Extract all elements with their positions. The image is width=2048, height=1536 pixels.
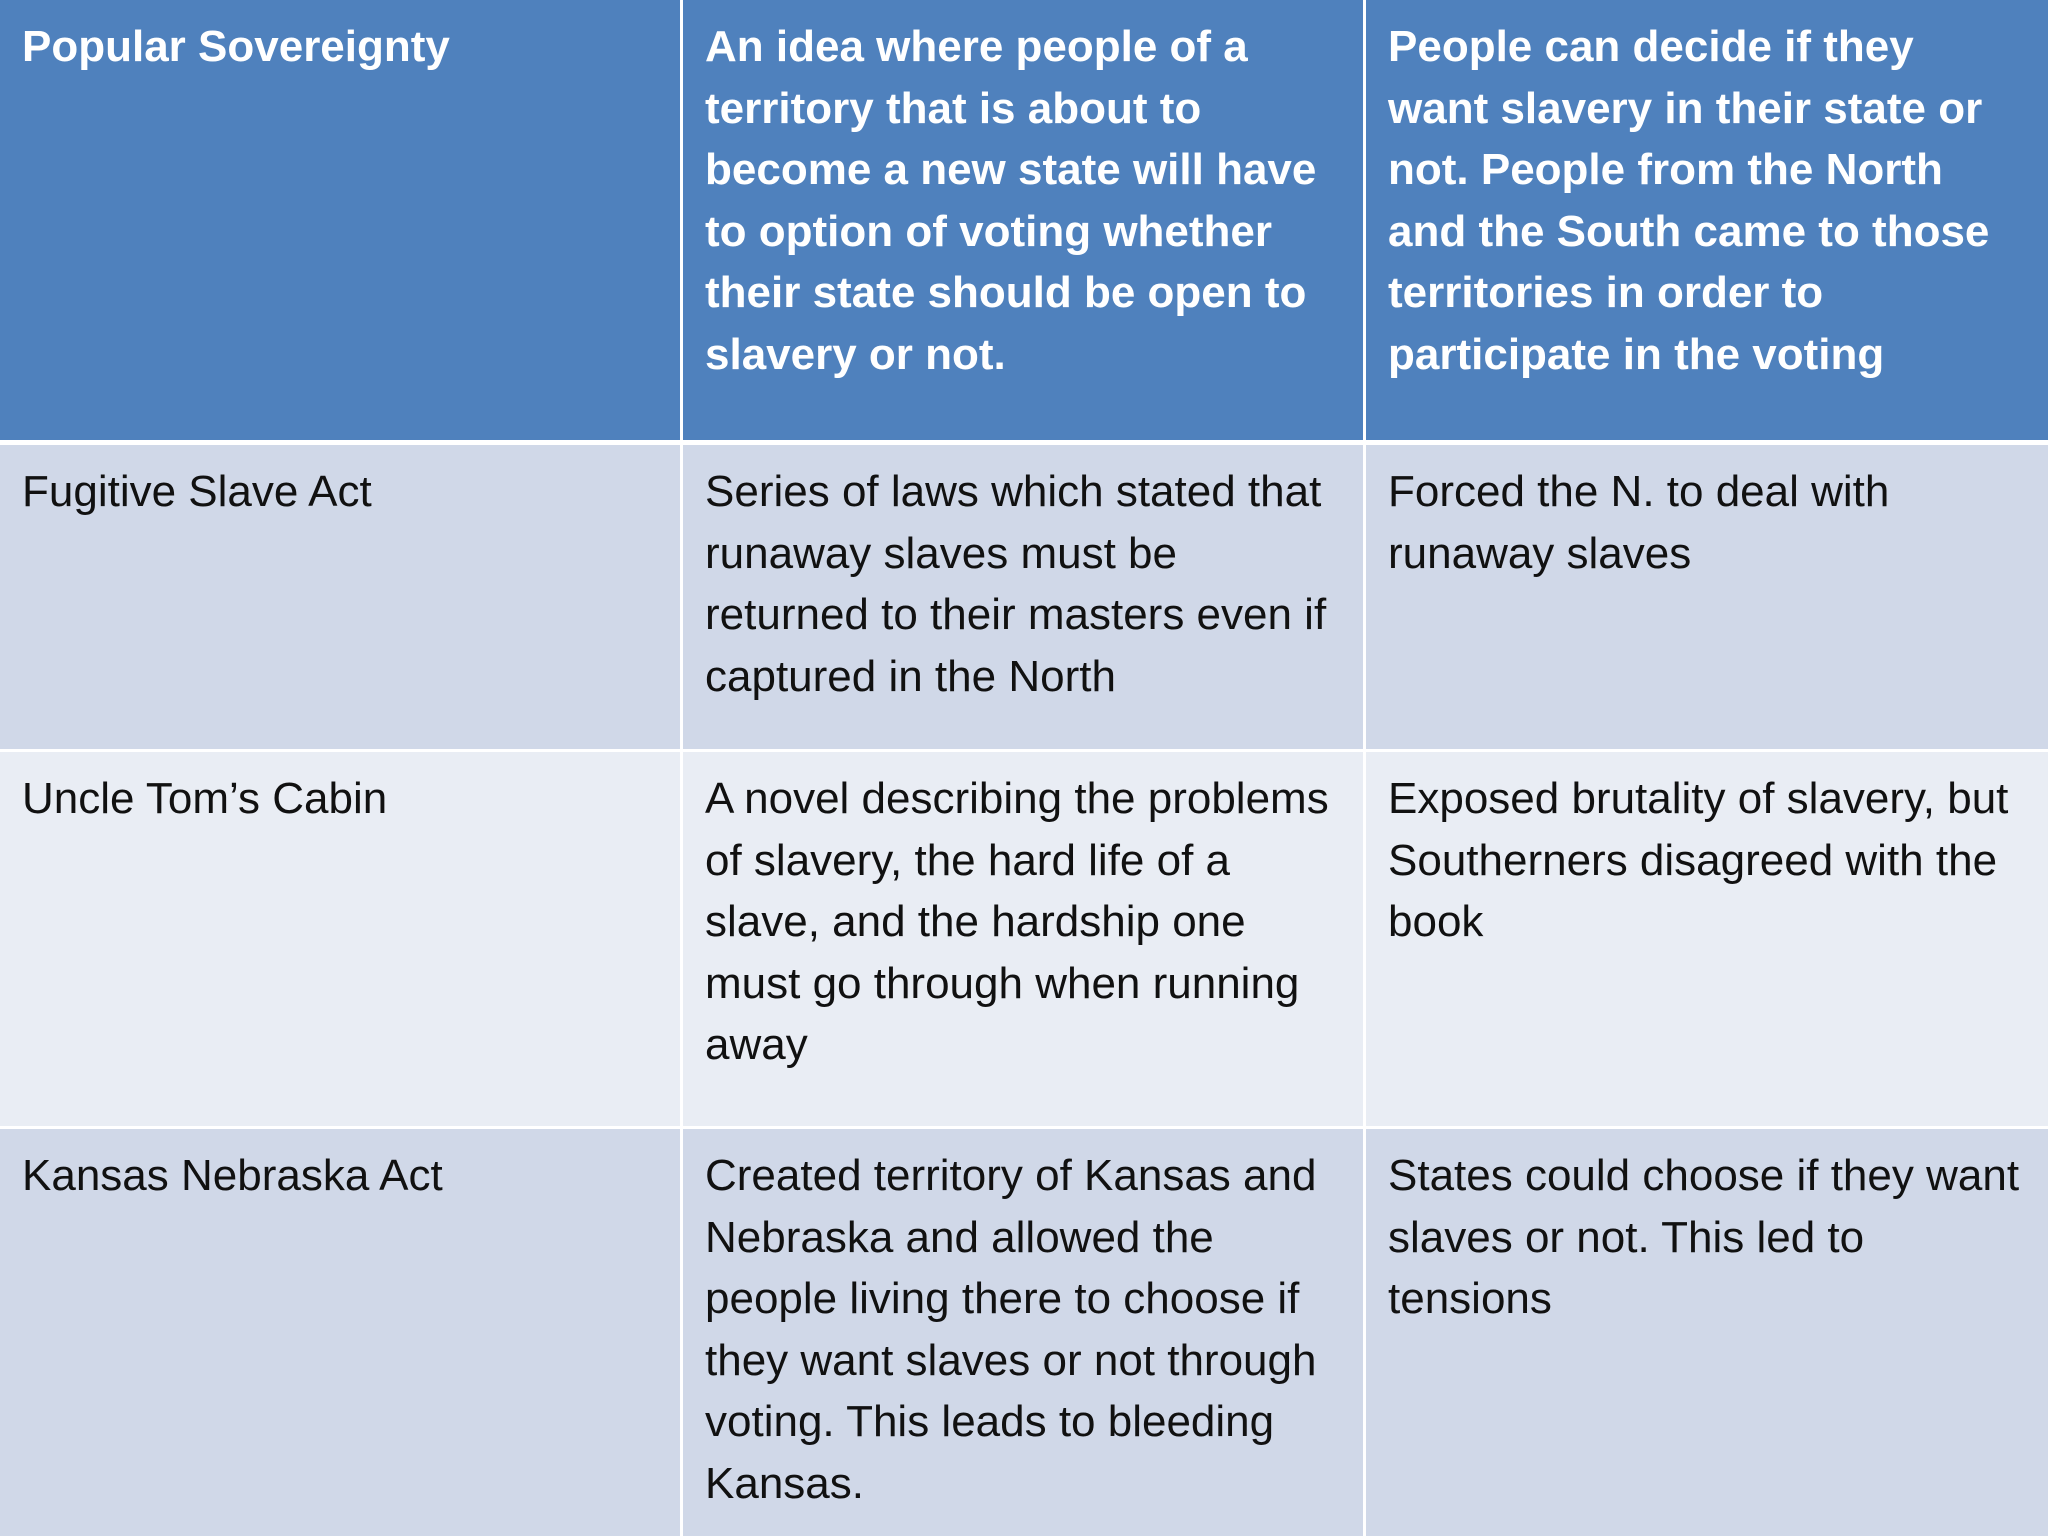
significance-cell: Exposed brutality of slavery, but Southerners disagreed with the book [1366,752,2048,1129]
definition-cell: An idea where people of a territory that is about to become a new state will have to option of voting whether their state should be open to slavery or not. [683,0,1366,445]
term-cell: Uncle Tom’s Cabin [0,752,683,1129]
term-cell: Popular Sovereignty [0,0,683,445]
term-cell: Kansas Nebraska Act [0,1129,683,1536]
significance-cell: Forced the N. to deal with runaway slaves [1366,445,2048,752]
significance-cell: States could choose if they want slaves or not. This led to tensions [1366,1129,2048,1536]
significance-cell: People can decide if they want slavery in their state or not. People from the North and the South came to those territories in order to participate in the voting [1366,0,2048,445]
definition-cell: A novel describing the problems of slavery, the hard life of a slave, and the hardship one must go through when running away [683,752,1366,1129]
term-cell: Fugitive Slave Act [0,445,683,752]
definition-cell: Series of laws which stated that runaway slaves must be returned to their masters even if captured in the North [683,445,1366,752]
definition-cell: Created territory of Kansas and Nebraska and allowed the people living there to choose if they want slaves or not through voting. This leads to bleeding Kansas. [683,1129,1366,1536]
